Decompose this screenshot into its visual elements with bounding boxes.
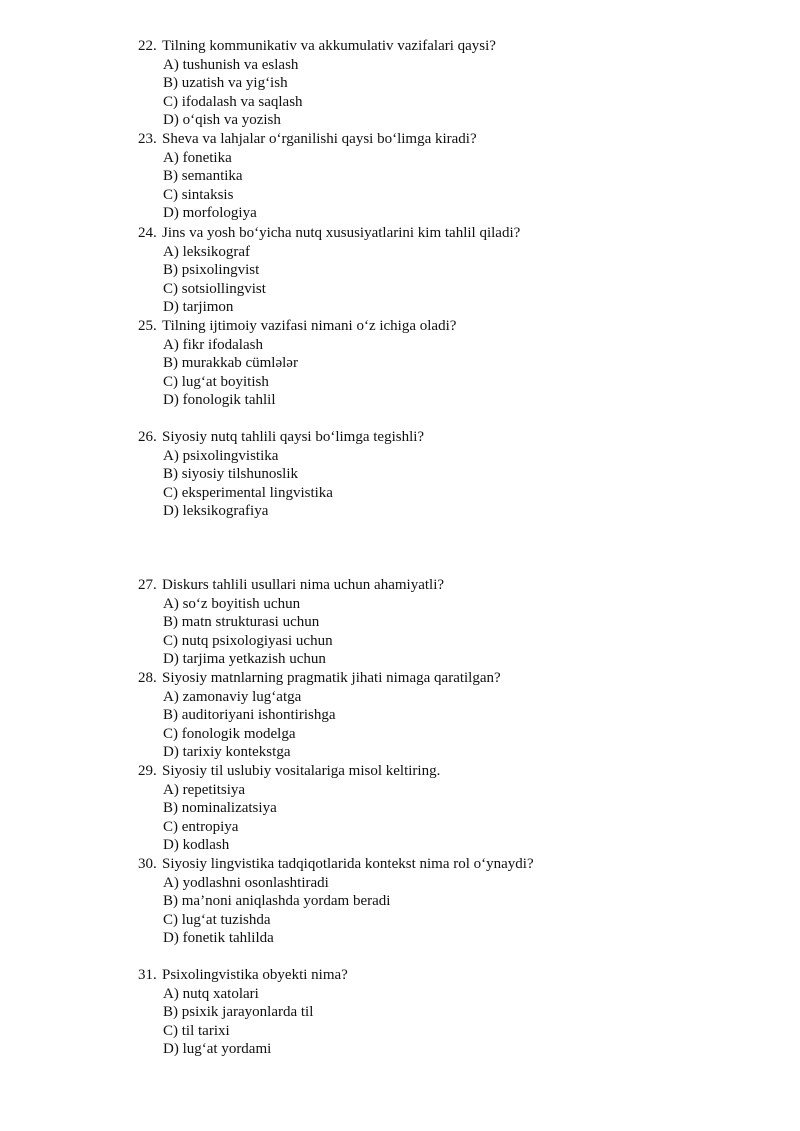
question-line bbox=[0, 669, 800, 688]
option-d: D) tarjimon bbox=[163, 299, 234, 316]
option-c: C) eksperimental lingvistika bbox=[163, 484, 333, 501]
question-text: Siyosiy matnlarning pragmatik jihati nimaga qaratilgan? bbox=[162, 670, 501, 686]
option-b: B) uzatish va yig‘ish bbox=[163, 75, 288, 92]
option-c: C) lug‘at tuzishda bbox=[163, 911, 271, 928]
option-c: C) sotsiollingvist bbox=[163, 280, 266, 297]
question-text: Siyosiy nutq tahlili qaysi bo‘limga tegishli? bbox=[162, 429, 425, 445]
question-26 bbox=[0, 428, 800, 521]
question-23 bbox=[0, 130, 800, 223]
option-c: C) ifodalash va saqlash bbox=[163, 93, 303, 110]
option-c: C) lug‘at boyitish bbox=[163, 373, 269, 390]
question-line bbox=[0, 130, 800, 149]
option-a: A) so‘z boyitish uchun bbox=[163, 595, 301, 612]
question-number: 27. bbox=[138, 577, 157, 593]
question-number: 28. bbox=[138, 670, 157, 686]
option-a: A) fonetika bbox=[163, 149, 232, 166]
option-b: B) murakkab cümlələr bbox=[163, 355, 298, 372]
option-a: A) nutq xatolari bbox=[163, 985, 259, 1002]
question-number: 26. bbox=[138, 429, 157, 445]
option-b: B) siyosiy tilshunoslik bbox=[163, 466, 299, 483]
question-number: 31. bbox=[138, 967, 157, 983]
option-d: D) tarjima yetkazish uchun bbox=[163, 651, 326, 668]
question-text: Siyosiy lingvistika tadqiqotlarida kontekst nima rol o‘ynaydi? bbox=[162, 856, 534, 872]
question-text: Siyosiy til uslubiy vositalariga misol keltiring. bbox=[162, 763, 441, 779]
option-a: A) fikr ifodalash bbox=[163, 336, 263, 353]
option-b: B) matn strukturasi uchun bbox=[163, 614, 320, 631]
question-text: Tilning ijtimoiy vazifasi nimani o‘z ichiga oladi? bbox=[162, 318, 457, 334]
question-number: 29. bbox=[138, 763, 157, 779]
question-line bbox=[0, 966, 800, 985]
question-number: 24. bbox=[138, 225, 157, 241]
question-text: Psixolingvistika obyekti nima? bbox=[162, 967, 348, 983]
question-line bbox=[0, 37, 800, 56]
question-29 bbox=[0, 762, 800, 855]
question-number: 23. bbox=[138, 131, 157, 147]
option-b: B) semantika bbox=[163, 168, 243, 185]
option-a: A) tushunish va eslash bbox=[163, 56, 299, 73]
question-line bbox=[0, 855, 800, 874]
question-31 bbox=[0, 966, 800, 1059]
question-line bbox=[0, 576, 800, 595]
question-30 bbox=[0, 855, 800, 948]
option-c: C) til tarixi bbox=[163, 1022, 230, 1039]
question-number: 25. bbox=[138, 318, 157, 334]
option-a: A) repetitsiya bbox=[163, 781, 246, 798]
question-line bbox=[0, 428, 800, 447]
option-d: D) fonetik tahlilda bbox=[163, 930, 274, 947]
question-number: 22. bbox=[138, 38, 157, 54]
option-a: A) zamonaviy lug‘atga bbox=[163, 688, 302, 705]
question-line bbox=[0, 317, 800, 336]
question-text: Jins va yosh bo‘yicha nutq xususiyatlarini kim tahlil qiladi? bbox=[162, 225, 521, 241]
question-line bbox=[0, 224, 800, 243]
question-line bbox=[0, 762, 800, 781]
option-a: A) psixolingvistika bbox=[163, 447, 279, 464]
question-22 bbox=[0, 37, 800, 130]
question-text: Tilning kommunikativ va akkumulativ vazifalari qaysi? bbox=[162, 38, 496, 54]
option-b: B) ma’noni aniqlashda yordam beradi bbox=[163, 893, 391, 910]
option-b: B) auditoriyani ishontirishga bbox=[163, 707, 336, 724]
question-text: Sheva va lahjalar o‘rganilishi qaysi bo‘limga kiradi? bbox=[162, 131, 477, 147]
question-27 bbox=[0, 576, 800, 669]
option-b: B) nominalizatsiya bbox=[163, 800, 277, 817]
option-d: D) lug‘at yordami bbox=[163, 1041, 272, 1058]
option-d: D) leksikografiya bbox=[163, 503, 269, 520]
option-d: D) o‘qish va yozish bbox=[163, 112, 281, 129]
option-c: C) sintaksis bbox=[163, 186, 234, 203]
option-d: D) fonologik tahlil bbox=[163, 392, 276, 409]
option-d: D) tarixiy kontekstga bbox=[163, 744, 291, 761]
option-b: B) psixik jarayonlarda til bbox=[163, 1004, 314, 1021]
question-number: 30. bbox=[138, 856, 157, 872]
option-c: C) nutq psixologiyasi uchun bbox=[163, 632, 333, 649]
option-c: C) entropiya bbox=[163, 818, 239, 835]
option-d: D) kodlash bbox=[163, 837, 230, 854]
option-a: A) yodlashni osonlashtiradi bbox=[163, 874, 329, 891]
option-c: C) fonologik modelga bbox=[163, 725, 296, 742]
question-25 bbox=[0, 317, 800, 410]
option-a: A) leksikograf bbox=[163, 243, 251, 260]
option-b: B) psixolingvist bbox=[163, 262, 260, 279]
option-d: D) morfologiya bbox=[163, 205, 257, 222]
question-24 bbox=[0, 224, 800, 317]
question-28 bbox=[0, 669, 800, 762]
question-text: Diskurs tahlili usullari nima uchun ahamiyatli? bbox=[162, 577, 445, 593]
